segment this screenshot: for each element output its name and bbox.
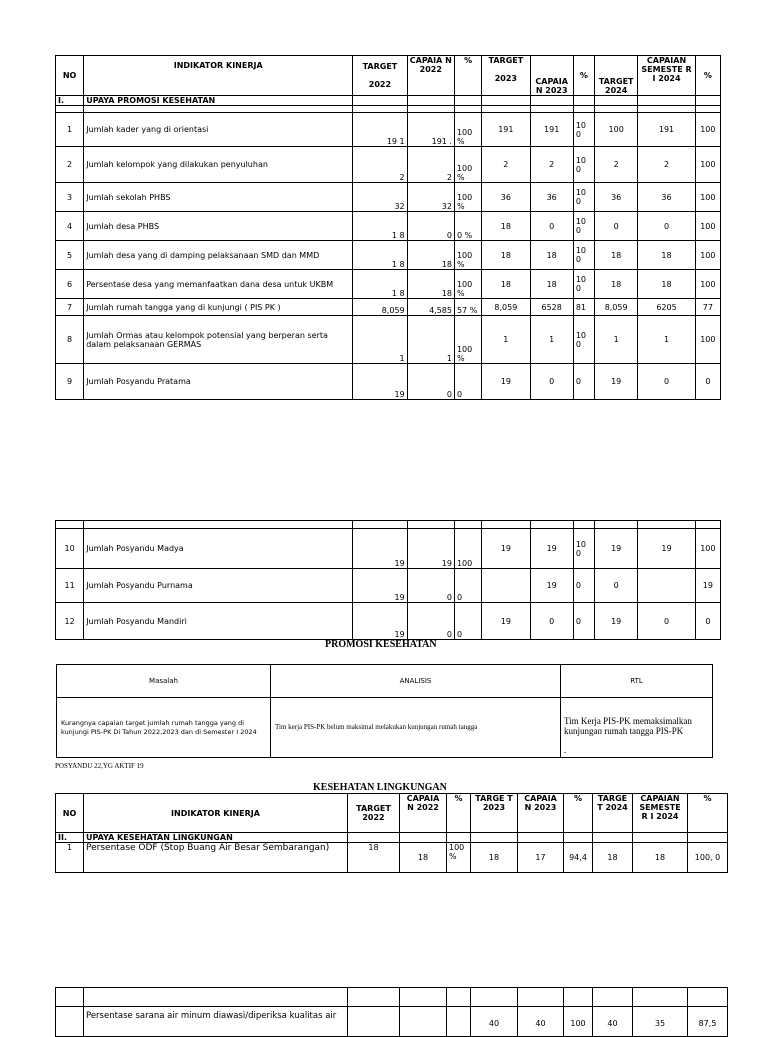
row-indikator: Jumlah Posyandu Madya [84, 529, 353, 569]
rtl-dash: - [564, 748, 567, 756]
row-capaian-semester: 191 [638, 113, 695, 147]
row-indikator: Persentase ODF (Stop Buang Air Besar Sembarangan) [84, 843, 348, 873]
row-capaian-2022: 2 [407, 147, 454, 183]
row-capaian-2022: 4,585 [407, 299, 454, 316]
header-analisis: ANALISIS [271, 665, 561, 698]
row-pct-2022: 0 [454, 364, 481, 400]
row-capaian-2022: 0 [407, 603, 454, 640]
row-capaian-2023: 19 [530, 569, 573, 603]
row-target-2022: 19 [353, 569, 407, 603]
row-pct-2022: 0 % [454, 212, 481, 241]
header-indikator: INDIKATOR KINERJA [84, 794, 348, 833]
row-pct-2022: 57 % [454, 299, 481, 316]
table-row [56, 364, 721, 400]
rtl-text: Tim Kerja PIS-PK memaksimalkan kunjungan rumah tangga PIS-PK [564, 716, 692, 736]
section-no: II. [56, 833, 84, 843]
row-pct-2023: 0 [573, 569, 594, 603]
header-pct-2023: % [564, 794, 593, 833]
row-capaian-2023: 6528 [530, 299, 573, 316]
row-pct-2022: 100 [454, 529, 481, 569]
row-capaian-2022: 0 [407, 212, 454, 241]
table-row [56, 569, 721, 603]
header-masalah: Masalah [57, 665, 271, 698]
row-pct-2022: 100 % [454, 147, 481, 183]
row-pct-2022: 100 % [454, 270, 481, 299]
row-pct-2022: 100 % [454, 241, 481, 270]
rtl-cell [561, 698, 713, 758]
promosi-kesehatan-title: PROMOSI KESEHATAN [325, 639, 437, 650]
row-target-2023: 36 [482, 183, 530, 212]
row-target-2023: 2 [482, 147, 530, 183]
row-pct-2023: 10 0 [573, 183, 594, 212]
row-pct-2023: 10 0 [573, 529, 594, 569]
analisis-row [57, 698, 713, 758]
header-capaian-2022: CAPAIA N 2022 [400, 794, 447, 833]
header-capaian-2023: CAPAIA N 2023 [518, 794, 564, 833]
table-row [56, 113, 721, 147]
row-target-2023: 191 [482, 113, 530, 147]
row-pct-2023: 10 0 [573, 270, 594, 299]
row-target-2024: 2 [595, 147, 638, 183]
row-pct-2024: 87,5 [688, 1007, 728, 1037]
row-no: 9 [56, 364, 84, 400]
table-row [56, 316, 721, 364]
row-capaian-2023: 2 [530, 147, 573, 183]
row-capaian-2023: 40 [518, 1007, 564, 1037]
header-target-2022: TARGET 2022 [353, 56, 407, 96]
row-capaian-semester: 2 [638, 147, 695, 183]
row-target-2024: 36 [595, 183, 638, 212]
row-pct-2024: 100 [695, 147, 720, 183]
row-target-2023: 18 [482, 270, 530, 299]
row-target-2022: 1 [353, 316, 407, 364]
row-indikator: Jumlah sekolah PHBS [84, 183, 353, 212]
row-capaian-2022: 32 [407, 183, 454, 212]
row-pct-2024: 100 [695, 183, 720, 212]
analisis-text: Tim kerja PIS-PK belum maksimal melakukan kunjungan rumah tangga [271, 698, 561, 758]
row-no: 3 [56, 183, 84, 212]
row-target-2024: 8,059 [595, 299, 638, 316]
row-capaian-semester: 19 [638, 529, 695, 569]
masalah-text: Kurangnya capaian target jumlah rumah tangga yang di kunjungi PIS-PK Di Tahun 2022,2023 dan di Semester I 2024 [57, 698, 271, 758]
row-pct-2023: 100 [564, 1007, 593, 1037]
row-capaian-2023: 18 [530, 270, 573, 299]
header-pct-2024: % [695, 56, 720, 96]
posyandu-note: POSYANDU 22,YG AKTIF 19 [55, 762, 144, 770]
header-capaian-2022: CAPAIA N 2022 [407, 56, 454, 96]
section-row [56, 833, 728, 843]
row-indikator: Jumlah desa yang di damping pelaksanaan SMD dan MMD [84, 241, 353, 270]
row-capaian-2023: 36 [530, 183, 573, 212]
row-no: 6 [56, 270, 84, 299]
row-capaian-2022: 19 [407, 529, 454, 569]
row-capaian-semester: 36 [638, 183, 695, 212]
header-no: NO [56, 56, 84, 96]
row-target-2024: 18 [595, 270, 638, 299]
promosi-kesehatan-table-part1 [55, 55, 721, 400]
row-target-2022: 19 [353, 603, 407, 640]
row-indikator: Jumlah Posyandu Mandiri [84, 603, 353, 640]
section-row [56, 96, 721, 106]
row-capaian-2023: 1 [530, 316, 573, 364]
kesehatan-lingkungan-table-part2 [55, 987, 728, 1037]
header-pct-2023: % [573, 56, 594, 96]
row-capaian-semester: 18 [633, 843, 688, 873]
row-target-2023 [482, 569, 530, 603]
row-target-2022: 1 8 [353, 241, 407, 270]
table-row [56, 241, 721, 270]
kesling-header-row [56, 794, 728, 833]
analisis-table [56, 664, 713, 758]
row-target-2022: 1 8 [353, 212, 407, 241]
row-capaian-2022: 18 [407, 270, 454, 299]
row-pct-2024: 0 [695, 364, 720, 400]
table-row [56, 843, 728, 873]
table-row [56, 299, 721, 316]
row-pct-2023: 94,4 [564, 843, 593, 873]
row-target-2023: 19 [482, 364, 530, 400]
row-pct-2022: 0 [454, 603, 481, 640]
row-pct-2024: 0 [695, 603, 720, 640]
header-no: NO [56, 794, 84, 833]
row-target-2024: 0 [595, 212, 638, 241]
row-capaian-semester: 35 [633, 1007, 688, 1037]
row-capaian-2023: 191 [530, 113, 573, 147]
row-pct-2023: 10 0 [573, 147, 594, 183]
table-header-row [56, 56, 721, 96]
row-capaian-2023: 0 [530, 212, 573, 241]
row-target-2024: 40 [593, 1007, 633, 1037]
row-no: 12 [56, 603, 84, 640]
table-row [56, 603, 721, 640]
table-row [56, 183, 721, 212]
row-capaian-2022: 191 . [407, 113, 454, 147]
row-target-2024: 19 [595, 529, 638, 569]
header-rtl: RTL [561, 665, 713, 698]
row-capaian-2022: 0 [407, 569, 454, 603]
row-target-2024: 0 [595, 569, 638, 603]
row-capaian-2022: 0 [407, 364, 454, 400]
row-no: 4 [56, 212, 84, 241]
row-pct-2024: 100 [695, 241, 720, 270]
header-capaian-semester: CAPAIAN SEMESTE R I 2024 [638, 56, 695, 96]
header-target-2024: TARGET 2024 [595, 56, 638, 96]
row-no: 7 [56, 299, 84, 316]
row-target-2024: 18 [595, 241, 638, 270]
row-indikator: Jumlah kelompok yang dilakukan penyuluhan [84, 147, 353, 183]
row-target-2024: 100 [595, 113, 638, 147]
row-target-2023: 8,059 [482, 299, 530, 316]
row-capaian-2022: 18 [400, 843, 447, 873]
row-pct-2022: 100 % [454, 183, 481, 212]
row-indikator: Jumlah Posyandu Pratama [84, 364, 353, 400]
row-target-2022: 1 8 [353, 270, 407, 299]
row-pct-2024: 100 [695, 529, 720, 569]
row-no: 5 [56, 241, 84, 270]
row-capaian-2022: 18 [407, 241, 454, 270]
header-capaian-2023: CAPAIA N 2023 [530, 56, 573, 96]
header-pct-2022: % [454, 56, 481, 96]
row-capaian-2023: 17 [518, 843, 564, 873]
row-indikator: Jumlah desa PHBS [84, 212, 353, 241]
row-pct-2023: 0 [573, 603, 594, 640]
section-no: I. [56, 96, 84, 106]
row-target-2023: 18 [471, 843, 518, 873]
row-pct-2023: 81 [573, 299, 594, 316]
row-pct-2022: 100 % [454, 113, 481, 147]
header-target-2022: TARGET 2022 [348, 794, 400, 833]
row-pct-2023: 10 0 [573, 113, 594, 147]
header-pct-2022: % [447, 794, 471, 833]
header-target-2024: TARGE T 2024 [593, 794, 633, 833]
row-pct-2022: 100 % [454, 316, 481, 364]
row-target-2023: 18 [482, 241, 530, 270]
row-pct-2023: 10 0 [573, 316, 594, 364]
row-pct-2024: 100 [695, 316, 720, 364]
row-no: 2 [56, 147, 84, 183]
header-target-2023: TARGE T 2023 [471, 794, 518, 833]
row-indikator: Jumlah Ormas atau kelompok potensial yang berperan serta dalam pelaksanaan GERMAS [84, 316, 353, 364]
table-row [56, 147, 721, 183]
row-capaian-semester: 18 [638, 270, 695, 299]
row-pct-2024: 100 [695, 270, 720, 299]
row-pct-2022: 100 % [447, 843, 471, 873]
kesehatan-lingkungan-title: KESEHATAN LINGKUNGAN [313, 782, 447, 793]
row-target-2022: 2 [353, 147, 407, 183]
row-capaian-2022: 1 [407, 316, 454, 364]
row-no: 1 [56, 843, 84, 873]
table-row [56, 212, 721, 241]
row-pct-2023: 10 0 [573, 241, 594, 270]
row-pct-2023: 10 0 [573, 212, 594, 241]
row-capaian-2023: 0 [530, 364, 573, 400]
row-capaian-semester: 1 [638, 316, 695, 364]
header-target-2023: TARGET 2023 [482, 56, 530, 96]
row-no: 8 [56, 316, 84, 364]
row-target-2023: 40 [471, 1007, 518, 1037]
row-target-2024: 19 [595, 603, 638, 640]
row-target-2022: 32 [353, 183, 407, 212]
row-pct-2022: 0 [454, 569, 481, 603]
row-pct-2023: 0 [573, 364, 594, 400]
row-pct-2024: 100 [695, 212, 720, 241]
row-target-2023: 19 [482, 603, 530, 640]
row-capaian-semester: 18 [638, 241, 695, 270]
row-capaian-semester [638, 569, 695, 603]
row-pct-2024: 77 [695, 299, 720, 316]
row-target-2023: 1 [482, 316, 530, 364]
row-capaian-semester: 6205 [638, 299, 695, 316]
row-target-2024: 1 [595, 316, 638, 364]
table-row [56, 270, 721, 299]
row-no: 10 [56, 529, 84, 569]
row-target-2022: 19 [353, 529, 407, 569]
row-capaian-semester: 0 [638, 603, 695, 640]
row-pct-2024: 100, 0 [688, 843, 728, 873]
row-capaian-semester: 0 [638, 364, 695, 400]
table-row [56, 1007, 728, 1037]
section-label: UPAYA KESEHATAN LINGKUNGAN [84, 833, 348, 843]
row-pct-2024: 100 [695, 113, 720, 147]
header-capaian-semester: CAPAIAN SEMESTE R I 2024 [633, 794, 688, 833]
row-no: 1 [56, 113, 84, 147]
row-target-2022: 8,059 [353, 299, 407, 316]
row-indikator: Persentase sarana air minum diawasi/diperiksa kualitas air [84, 1007, 348, 1037]
row-capaian-2023: 19 [530, 529, 573, 569]
header-indikator: INDIKATOR KINERJA [84, 56, 353, 96]
row-target-2024: 19 [595, 364, 638, 400]
row-indikator: Jumlah rumah tangga yang di kunjungi ( PIS PK ) [84, 299, 353, 316]
analisis-header-row [57, 665, 713, 698]
row-capaian-2023: 0 [530, 603, 573, 640]
row-pct-2024: 19 [695, 569, 720, 603]
row-indikator: Jumlah Posyandu Purnama [84, 569, 353, 603]
row-capaian-2023: 18 [530, 241, 573, 270]
row-capaian-semester: 0 [638, 212, 695, 241]
kesehatan-lingkungan-table [55, 793, 728, 873]
row-indikator: Jumlah kader yang di orientasi [84, 113, 353, 147]
row-target-2023: 18 [482, 212, 530, 241]
row-target-2024: 18 [593, 843, 633, 873]
row-target-2022: 18 [348, 843, 400, 873]
row-target-2023: 19 [482, 529, 530, 569]
header-pct-2024: % [688, 794, 728, 833]
row-indikator: Persentase desa yang memanfaatkan dana desa untuk UKBM [84, 270, 353, 299]
row-no: 11 [56, 569, 84, 603]
row-target-2022: 19 [353, 364, 407, 400]
row-target-2022: 19 1 [353, 113, 407, 147]
section-label: UPAYA PROMOSI KESEHATAN [84, 96, 353, 106]
table-row [56, 529, 721, 569]
promosi-kesehatan-table-part2 [55, 520, 721, 640]
